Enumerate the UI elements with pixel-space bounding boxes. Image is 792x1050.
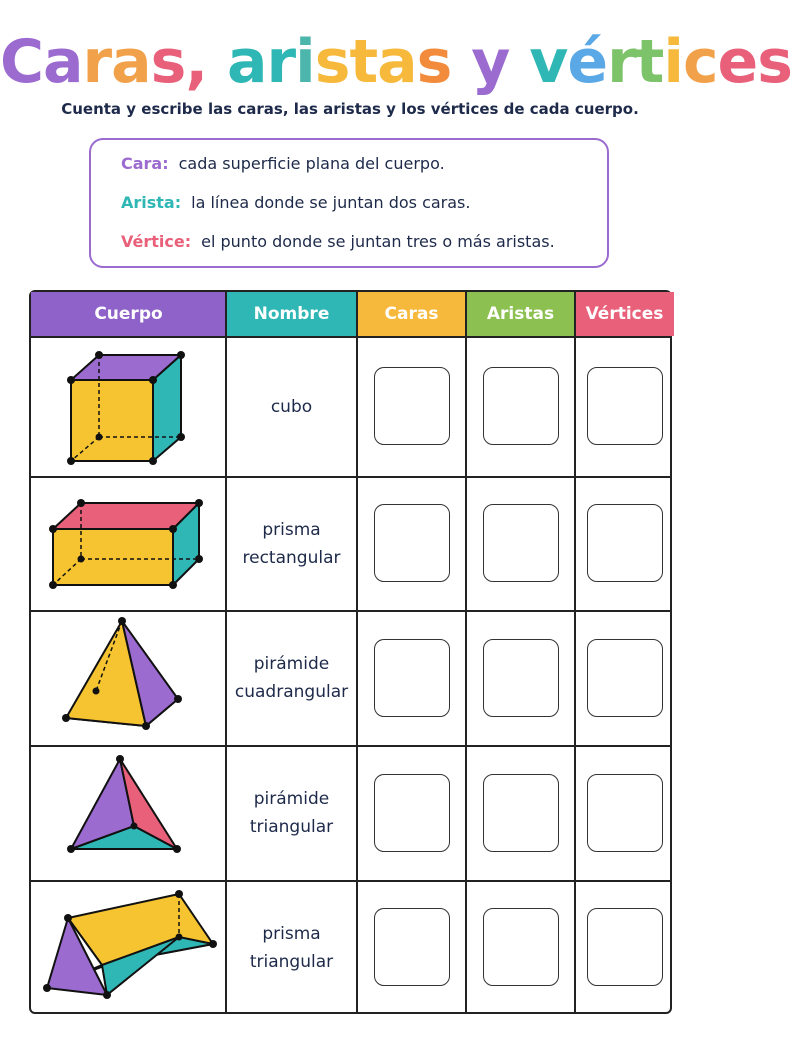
header-caras: Caras <box>357 292 466 336</box>
solid-name <box>226 746 357 880</box>
definition-term: Arista: <box>121 193 182 212</box>
aristas-answer-box[interactable] <box>483 367 559 445</box>
vertices-answer-box[interactable] <box>587 639 663 717</box>
title-letter: s <box>150 27 186 97</box>
aristas-answer-box[interactable] <box>483 774 559 852</box>
solid-name-line: triangular <box>249 817 334 837</box>
title-letter: , <box>185 27 208 97</box>
solid-name <box>226 611 357 745</box>
vertices-answer-box[interactable] <box>587 908 663 986</box>
solid-name-line: pirámide <box>253 654 330 674</box>
caras-answer-box[interactable] <box>374 774 450 852</box>
header-nombre: Nombre <box>226 292 357 336</box>
solid-name <box>226 477 357 610</box>
solid-name-line: cuadrangular <box>234 682 349 702</box>
solid-name-line: pirámide <box>253 789 330 809</box>
solid-name <box>226 881 357 1014</box>
caras-answer-box[interactable] <box>374 908 450 986</box>
title-letter: e <box>717 27 758 97</box>
aristas-answer-box[interactable] <box>483 504 559 582</box>
title-letter: a <box>377 27 417 97</box>
definition-text: cada superficie plana del cuerpo. <box>178 154 445 173</box>
aristas-answer-box[interactable] <box>483 639 559 717</box>
title-letter: r <box>266 27 296 97</box>
page-title <box>0 24 792 100</box>
title-letter: a <box>43 27 83 97</box>
title-letter: t <box>635 27 664 97</box>
caras-answer-box[interactable] <box>374 639 450 717</box>
rectangular-prism-icon <box>31 477 226 610</box>
title-letter: i <box>295 27 315 97</box>
solid-name-line: triangular <box>249 951 334 972</box>
vertices-answer-box[interactable] <box>587 504 663 582</box>
header-cuerpo: Cuerpo <box>31 292 226 336</box>
triangular-prism-icon <box>31 881 226 1014</box>
header-vertices: Vértices <box>575 292 674 336</box>
definition-arista <box>121 193 470 212</box>
vertices-answer-box[interactable] <box>587 774 663 852</box>
solid-name-line: cubo <box>270 396 313 417</box>
solid-name-line: prisma <box>262 923 321 944</box>
header-aristas: Aristas <box>466 292 575 336</box>
title-letter: r <box>607 27 636 97</box>
instructions: Cuenta y escribe las caras, las aristas y los vértices de cada cuerpo. <box>61 100 639 118</box>
definition-cara <box>121 154 445 173</box>
column-divider <box>465 292 467 1012</box>
definition-term: Cara: <box>121 154 169 173</box>
definition-term: Vértice: <box>121 232 192 251</box>
title-letter <box>207 24 227 100</box>
title-letter: s <box>314 27 350 97</box>
definition-text: la línea donde se juntan dos caras. <box>191 193 471 212</box>
title-letter <box>509 24 529 100</box>
square-pyramid-icon <box>31 611 226 745</box>
title-letter: t <box>349 27 378 97</box>
solids-table <box>29 290 672 1014</box>
solid-name-line: rectangular <box>242 547 341 568</box>
caras-answer-box[interactable] <box>374 504 450 582</box>
vertices-answer-box[interactable] <box>587 367 663 445</box>
title-letter: a <box>227 27 267 97</box>
title-letter: C <box>0 27 44 97</box>
title-letter: s <box>416 27 452 97</box>
title-letter: i <box>663 27 683 97</box>
definitions-box <box>89 138 609 268</box>
title-letter: é <box>567 27 608 97</box>
solid-name-line: prisma <box>262 519 321 540</box>
title-letter: y <box>471 27 510 97</box>
definition-vertice <box>121 232 555 251</box>
title-letter: a <box>111 27 151 97</box>
title-letter <box>451 24 471 100</box>
title-letter: c <box>682 27 718 97</box>
definition-text: el punto donde se juntan tres o más aristas. <box>201 232 555 251</box>
solid-name <box>226 337 357 476</box>
title-letter: s <box>757 27 792 97</box>
triangular-pyramid-icon <box>31 746 226 880</box>
aristas-answer-box[interactable] <box>483 908 559 986</box>
title-letter: v <box>529 27 568 97</box>
cube-icon <box>31 337 226 476</box>
column-divider <box>574 292 576 1012</box>
caras-answer-box[interactable] <box>374 367 450 445</box>
title-letter: r <box>82 27 112 97</box>
